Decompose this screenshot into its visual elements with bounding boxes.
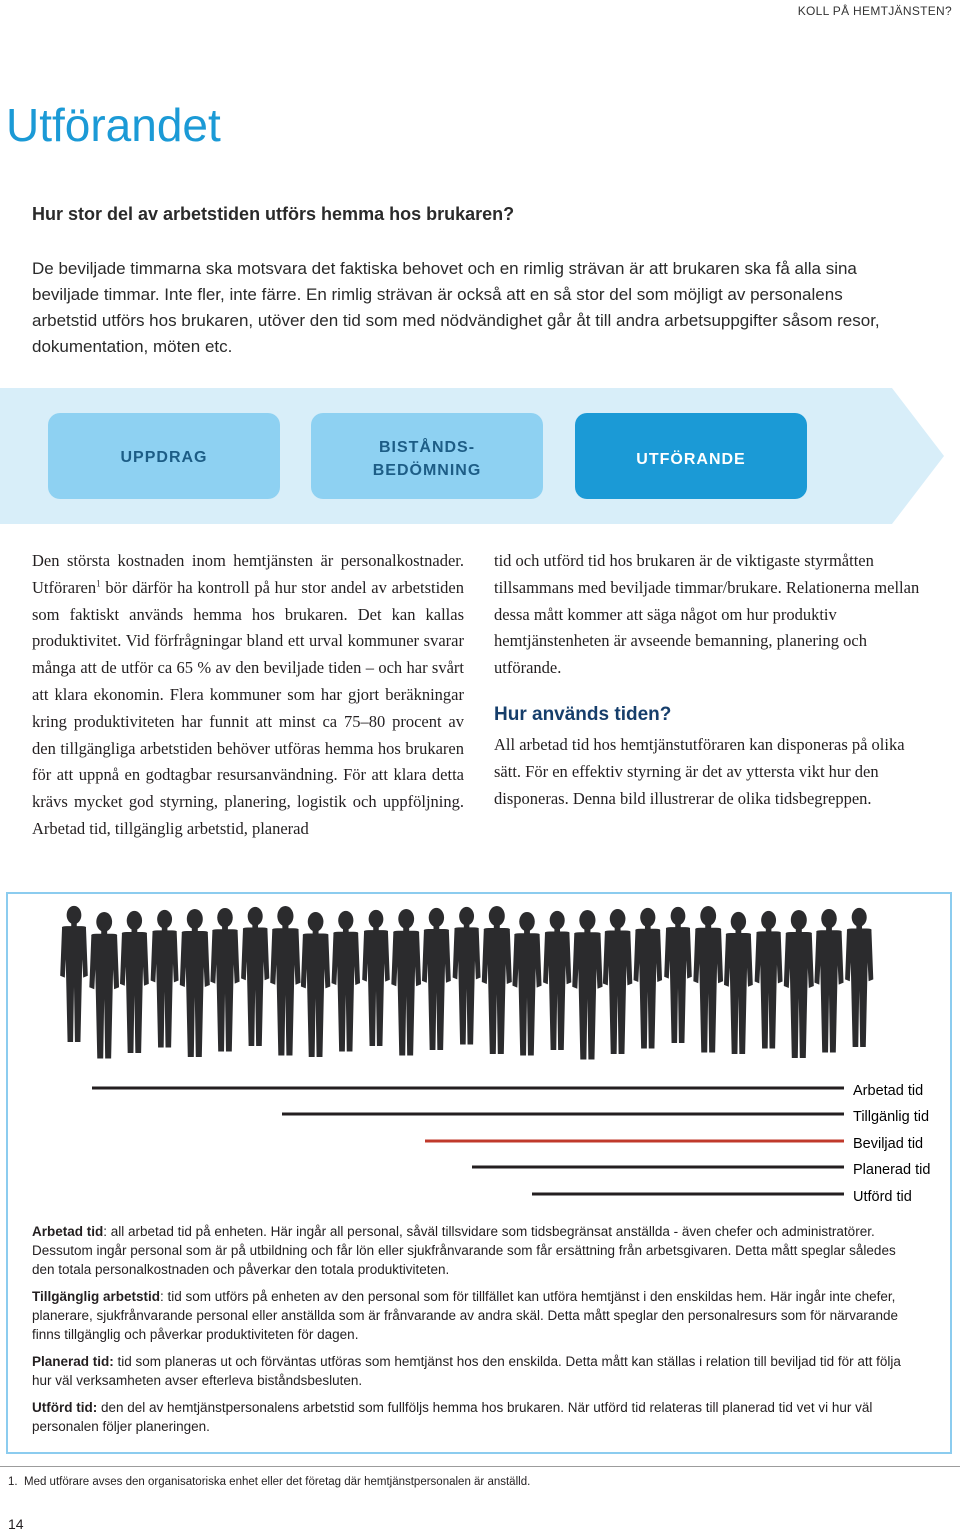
footnote-divider [0, 1466, 960, 1467]
person-silhouette [120, 911, 149, 1053]
section-subtitle: Hur stor del av arbetstiden utförs hemma hos brukaren? [32, 204, 515, 224]
person-silhouette [60, 906, 88, 1042]
step-bistand-label-1: BISTÅNDS- [378, 439, 476, 456]
person-silhouette [724, 912, 753, 1054]
body-right-paragraph-2: All arbetad tid hos hemtjänstutföraren kan disponeras på olika sätt. För en effektiv styrning är det av yttersta vikt hur den disponeras. Denna bild illustrerar de olika tidsbegreppen. [494, 735, 905, 808]
person-silhouette [301, 912, 330, 1057]
page-title: Utförandet [6, 99, 221, 151]
person-silhouette [180, 909, 210, 1057]
person-silhouette [845, 908, 873, 1047]
person-silhouette [482, 906, 512, 1054]
person-silhouette [693, 906, 723, 1053]
legend-utford-tid: Utförd tid [853, 1189, 912, 1205]
step-bistand-label-2: BEDÖMNING [372, 462, 482, 479]
person-silhouette [391, 909, 421, 1056]
person-silhouette [332, 911, 361, 1052]
person-silhouette [814, 909, 843, 1053]
definitions-list [32, 1222, 912, 1444]
person-silhouette [89, 912, 119, 1059]
definition-arbetad-tid: Arbetad tid: all arbetad tid på enheten. Här ingår all personal, såväl tillsvidare som tidsbegränsat anställda - även chefer och administratörer. Dessutom ingår personal som är på utbildning och får lön eller sjukfrånvarande som får ersättning från arbetsgivaren. Detta mått speglar således den totala personalkostnaden och påverkar den totala produktiviteten. [32, 1224, 896, 1277]
definition-tillganglig-arbetstid: Tillgänglig arbetstid: tid som utförs på enheten av den personal som för tillfället kan utföra hemtjänst i den enskildas hem. Här ingår inte chefer, planerare, sjukfrånvarande personal eller anställda som är frånvarande av andra skäl. Detta mått speglar den personalresurs som för närvarande finns tillgänglig och påverkar produktiviteten för dagen. [32, 1289, 898, 1342]
footnote: 1. Med utförare avses den organisatoriska enhet eller det företag där hemtjänstpersonalen är anställd. [8, 1476, 531, 1488]
intro-paragraph: De beviljade timmarna ska motsvara det faktiska behovet och en rimlig strävan är att brukaren ska få alla sina beviljade timmar. Inte fler, inte färre. En rimlig strävan är också att en så stor del som möjligt av personalens arbetstid utförs hos brukaren, utöver den tid som med nödvändighet går åt till andra arbetsuppgifter såsom resor, dokumentation, möten etc. [32, 259, 880, 356]
legend-planerad-tid: Planerad tid [853, 1162, 931, 1178]
legend-beviljad-tid: Beviljad tid [853, 1136, 924, 1152]
person-silhouette [362, 910, 390, 1046]
person-silhouette [151, 910, 179, 1048]
person-silhouette [664, 907, 692, 1043]
step-uppdrag-label: UPPDRAG [120, 449, 208, 466]
step-utforande-label: UTFÖRANDE [636, 451, 746, 468]
process-flow [0, 388, 960, 528]
time-lines-chart [60, 1070, 940, 1210]
person-silhouette [453, 907, 481, 1045]
section-heading-hur: Hur används tiden? [494, 704, 672, 725]
person-silhouette [603, 909, 632, 1054]
legend-tillganglig-tid: Tillgänlig tid [853, 1109, 930, 1125]
person-silhouette [543, 911, 571, 1050]
body-right-paragraph-1: tid och utförd tid hos brukaren är de viktigaste styrmåtten tillsammans med beviljade timmar/brukare. Relationerna mellan dessa mått kommer att säga något om hur produktiv hemtjänstenheten är avseende bemanning, planering och utförande. [494, 551, 920, 678]
person-silhouette [422, 908, 451, 1050]
person-silhouette [241, 907, 269, 1046]
person-silhouette [634, 908, 663, 1049]
running-header: KOLL PÅ HEMTJÄNSTEN? [797, 4, 952, 18]
body-left-column: Den största kostnaden inom hemtjänsten är personalkostnader. Utföraren$^1$ bör därför ha kontroll på hur stor andel av arbetstiden som faktiskt används hemma hos brukaren. Det kan kallas produktivitet. Vid förfrågningar bland ett urval kommuner svarar många att de utför ca 65 % av den beviljade tiden – och har svårt att klara ekonomin. Flera kommuner som har gjort beräkningar kring produktiviteten har funnit att minst ca 75–80 procent av den tillgängliga arbetstiden behöver utföras hemma hos brukaren för att uppnå en godtagbar resursanvändning. För att klara detta krävs mycket god styrning, planering, logistik och uppföljning. Arbetad tid, tillgänglig arbetstid, planerad [32, 551, 464, 838]
person-silhouette [755, 911, 783, 1049]
definition-planerad-tid: Planerad tid: tid som planeras ut och förväntas utföras som hemtjänst hos den enskilda. Detta mått kan ställas i relation till beviljad tid för att följa hur väl verksamheten avser efterleva biståndsbesluten. [32, 1354, 901, 1388]
person-silhouette [210, 908, 239, 1052]
legend-arbetad-tid: Arbetad tid [853, 1083, 924, 1099]
person-silhouette [572, 910, 602, 1059]
person-silhouette [270, 906, 300, 1055]
person-silhouette [784, 910, 814, 1058]
crowd-illustration [60, 904, 910, 1064]
person-silhouette [512, 912, 541, 1056]
page-number: 14 [8, 1516, 24, 1532]
footnote-ref: 1 [96, 578, 101, 589]
definition-utford-tid: Utförd tid: den del av hemtjänstpersonalens arbetstid som fullföljs hemma hos brukaren. När utförd tid relateras till planerad tid vet vi hur väl personalen följer planeringen. [32, 1400, 873, 1434]
step-bistand-box [311, 413, 543, 499]
